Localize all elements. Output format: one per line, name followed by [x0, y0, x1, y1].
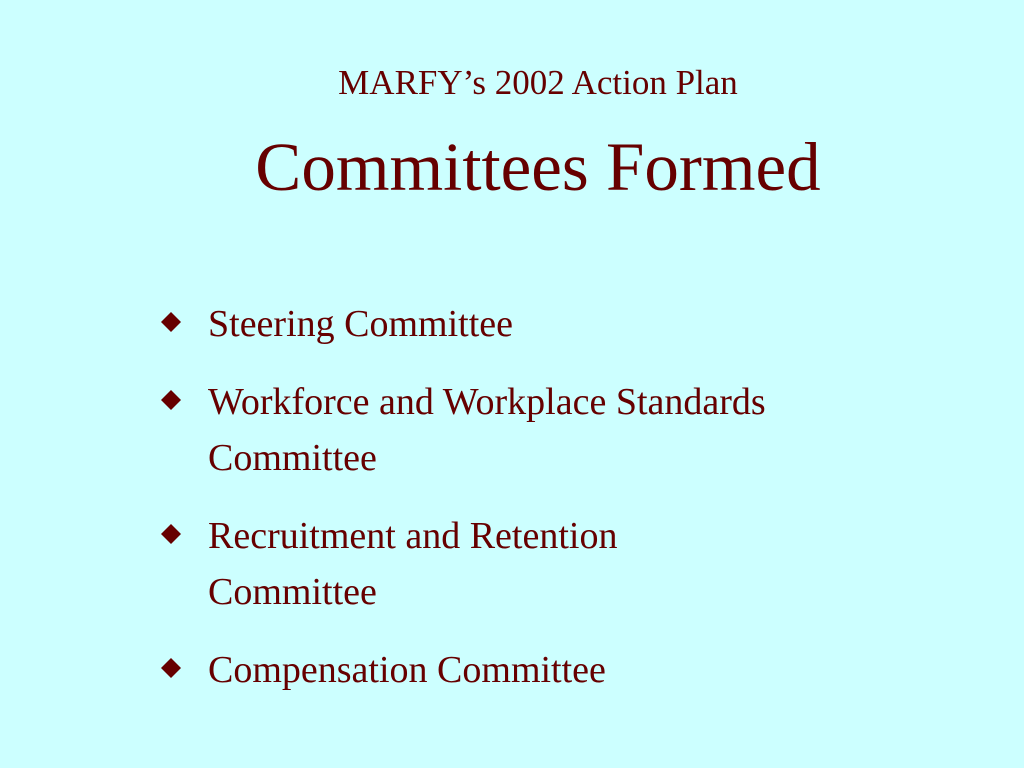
diamond-bullet-icon	[160, 389, 182, 411]
bullet-list	[156, 296, 776, 720]
diamond-bullet-icon	[160, 311, 182, 333]
bullet-item-compensation-committee	[156, 642, 776, 698]
bullet-label: Steering Committee	[208, 303, 514, 345]
bullet-item-recruitment-retention-committee	[156, 508, 776, 620]
slide-title: Committees Formed	[255, 129, 821, 205]
bullet-label: Recruitment and Retention Committee	[208, 515, 618, 613]
bullet-label: Workforce and Workplace Standards Committee	[208, 381, 766, 479]
bullet-item-workforce-workplace-standards-committee	[156, 374, 776, 486]
bullet-label: Compensation Committee	[208, 649, 606, 691]
slide-subtitle: MARFY’s 2002 Action Plan	[338, 63, 738, 102]
bullet-item-steering-committee	[156, 296, 776, 352]
diamond-bullet-icon	[160, 523, 182, 545]
diamond-bullet-icon	[160, 657, 182, 679]
